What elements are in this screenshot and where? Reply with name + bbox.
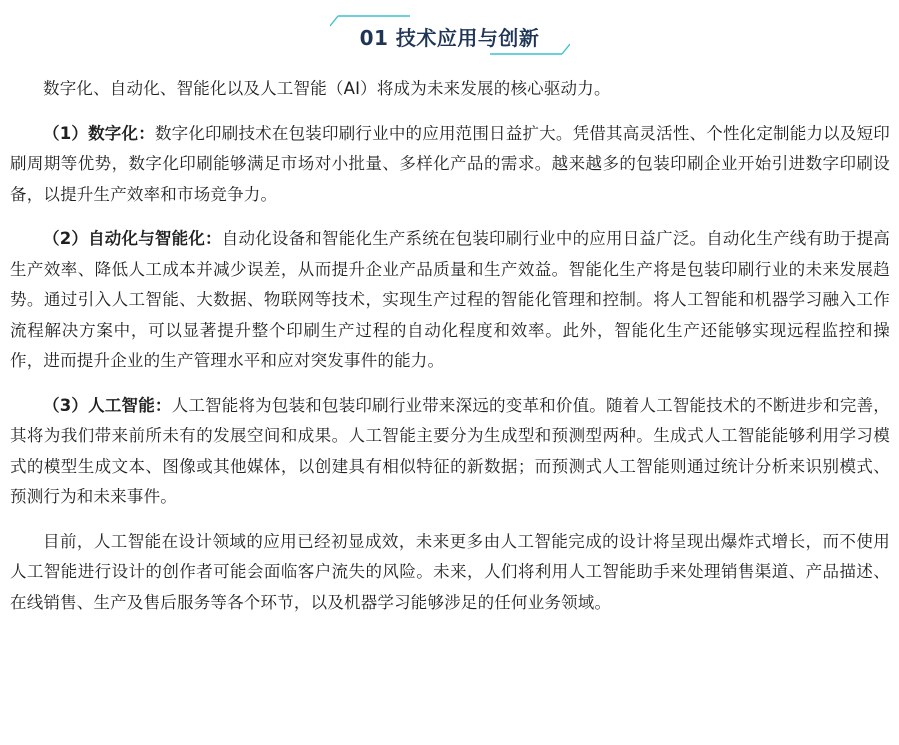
intro-paragraph — [10, 74, 890, 105]
automation-paragraph — [10, 224, 890, 377]
paragraph-text: 数字化印刷技术在包装印刷行业中的应用范围日益扩大。凭借其高灵活性、个性化定制能力以及短印刷周期等优势，数字化印刷能够满足市场对小批量、多样化产品的需求。越来越多的包装印刷企业开始引进数字印刷设备，以提升生产效率和市场竞争力。 — [10, 123, 890, 204]
ai-paragraph — [10, 391, 890, 513]
paragraph-lead: （1）数字化： — [43, 123, 155, 143]
paragraph-lead: （3）人工智能： — [43, 395, 172, 415]
digitalization-paragraph — [10, 119, 890, 211]
paragraph-text: 数字化、自动化、智能化以及人工智能（AI）将成为未来发展的核心驱动力。 — [43, 79, 611, 98]
paragraph-text: 自动化设备和智能化生产系统在包装印刷行业中的应用日益广泛。自动化生产线有助于提高生产效率、降低人工成本并减少误差，从而提升企业产品质量和生产效益。智能化生产将是包装印刷行业的未来发展趋势。通过引入人工智能、大数据、物联网等技术，实现生产过程的智能化管理和控制。将人工智能和机器学习融入工作流程解决方案中，可以显著提升整个印刷生产过程的自动化程度和效率。此外，智能化生产还能够实现远程监控和操作，进而提升企业的生产管理水平和应对突发事件的能力。 — [10, 229, 890, 370]
section-title: 01 技术应用与创新 — [359, 26, 540, 50]
paragraph-text: 人工智能将为包装和包装印刷行业带来深远的变革和价值。随着人工智能技术的不断进步和完善，其将为我们带来前所未有的发展空间和成果。人工智能主要分为生成型和预测型两种。生成式人工智能能够利用学习模式的模型生成文本、图像或其他媒体，以创建具有相似特征的新数据；而预测式人工智能则通过统计分析来识别模式、预测行为和未来事件。 — [10, 395, 890, 506]
outlook-paragraph — [10, 527, 890, 619]
paragraph-text: 目前，人工智能在设计领域的应用已经初显成效，未来更多由人工智能完成的设计将呈现出爆炸式增长，而不使用人工智能进行设计的创作者可能会面临客户流失的风险。未来，人们将利用人工智能助手来处理销售渠道、产品描述、在线销售、生产及售后服务等各个环节，以及机器学习能够涉足的任何业务领域。 — [10, 531, 890, 612]
article-body — [10, 74, 890, 632]
paragraph-lead: （2）自动化与智能化： — [43, 229, 222, 248]
section-header — [0, 12, 899, 58]
